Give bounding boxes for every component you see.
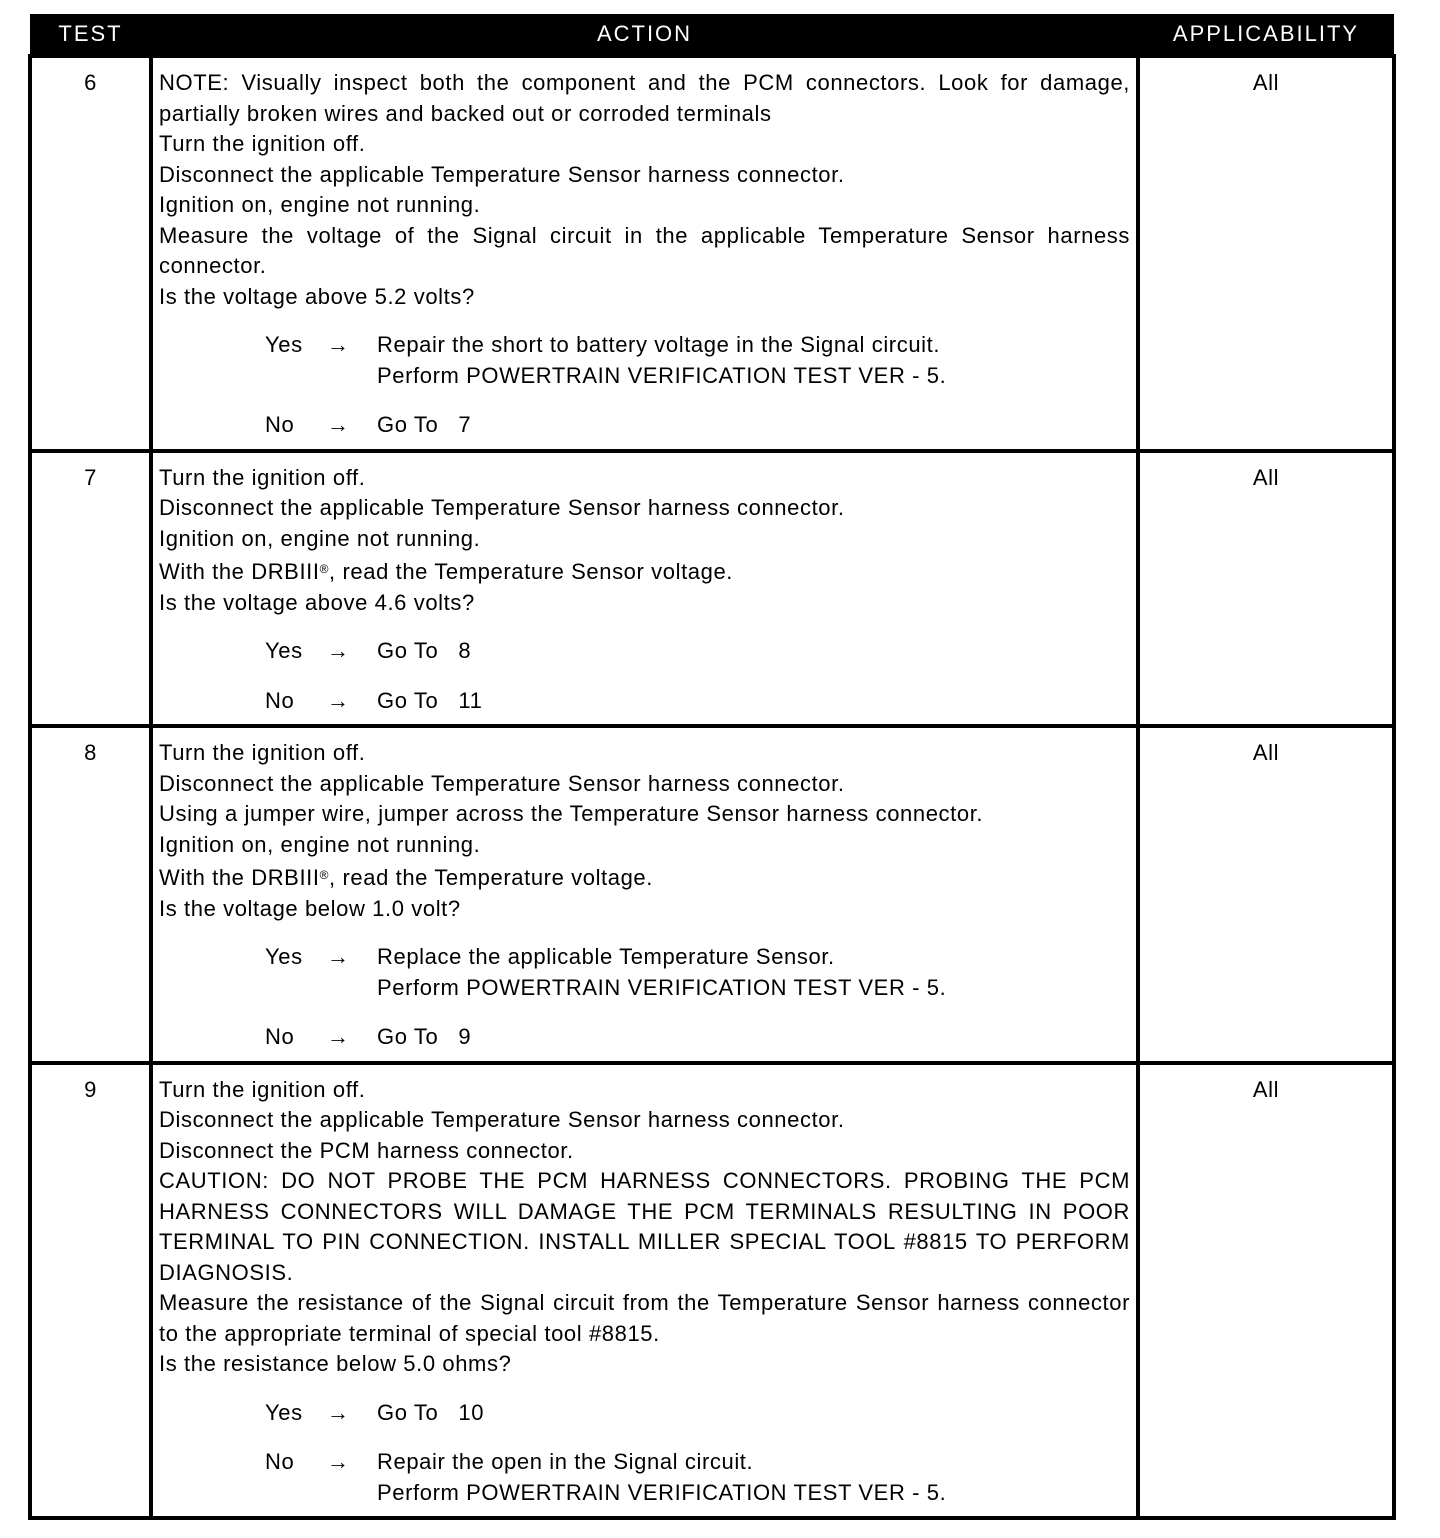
outcome-no — [265, 410, 1130, 441]
result-line: Repair the open in the Signal circuit. — [377, 1449, 754, 1474]
test-row-6 — [30, 56, 1394, 451]
yes-result — [377, 636, 1130, 667]
action-question: Is the voltage below 1.0 volt? — [159, 895, 461, 921]
test-action — [151, 451, 1138, 727]
outcome-yes — [265, 1398, 1130, 1429]
action-step: Turn the ignition off. — [159, 131, 366, 156]
right-arrow-icon: → — [327, 638, 350, 663]
right-arrow-icon: → — [327, 1024, 350, 1049]
result-line: Go To 7 — [377, 412, 472, 437]
action-step: Ignition on, engine not running. — [159, 525, 481, 551]
action-step: Ignition on, engine not running. — [159, 831, 481, 857]
drb-text: With the DRBIII — [159, 865, 320, 890]
yes-result — [377, 942, 1130, 1003]
header-test: TEST — [30, 14, 151, 56]
no-label: No — [265, 1449, 295, 1474]
no-label: No — [265, 1024, 295, 1049]
outcome-yes — [265, 636, 1130, 667]
outcome-no — [265, 1447, 1130, 1508]
drb-suffix: , read the Temperature Sensor voltage. — [329, 559, 734, 584]
yes-result — [377, 330, 1130, 391]
yes-label: Yes — [265, 332, 303, 357]
drb-text: With the DRBIII — [159, 559, 320, 584]
test-action — [151, 1063, 1138, 1519]
no-label: No — [265, 412, 295, 437]
action-step: Disconnect the applicable Temperature Sensor harness connector. — [159, 770, 845, 796]
result-line: Go To 11 — [377, 687, 483, 713]
outcomes — [265, 942, 1130, 1053]
test-number: 6 — [30, 56, 151, 451]
diagnostic-procedure-sheet — [28, 14, 1392, 1520]
no-result — [377, 1447, 1130, 1508]
right-arrow-icon: → — [327, 412, 350, 437]
action-step: Turn the ignition off. — [159, 1076, 366, 1102]
right-arrow-icon: → — [327, 944, 350, 969]
registered-mark: ® — [319, 868, 330, 882]
no-result — [377, 410, 1130, 441]
result-line: Replace the applicable Temperature Sensor. — [377, 944, 835, 969]
right-arrow-icon: → — [327, 687, 350, 713]
action-step: Disconnect the PCM harness connector. — [159, 1137, 574, 1163]
header-applicability: APPLICABILITY — [1138, 14, 1394, 56]
test-action — [151, 726, 1138, 1063]
test-row-8 — [30, 726, 1394, 1063]
action-step: Turn the ignition off. — [159, 740, 366, 765]
result-line: Go To 8 — [377, 638, 472, 663]
action-caution: CAUTION: DO NOT PROBE THE PCM HARNESS CONNECTORS. PROBING THE PCM HARNESS CONNECTORS WILL DAMAGE THE PCM TERMINALS RESULTING IN POOR TERMINAL TO PIN CONNECTION. INSTALL MILLER SPECIAL TOOL #8815 TO PERFORM DIAGNOSIS. — [159, 1168, 1130, 1285]
test-action — [151, 56, 1138, 451]
test-applicability: All — [1138, 1063, 1394, 1519]
yes-label: Yes — [265, 1399, 303, 1425]
action-question: Is the voltage above 5.2 volts? — [159, 283, 475, 309]
test-number: 7 — [30, 451, 151, 727]
table-header-row — [30, 14, 1394, 56]
action-step — [159, 860, 1130, 894]
diagnostic-test-table — [28, 14, 1396, 1520]
right-arrow-icon: → — [327, 1449, 350, 1474]
no-result — [377, 1022, 1130, 1053]
right-arrow-icon: → — [327, 332, 350, 357]
test-row-9 — [30, 1063, 1394, 1519]
outcomes — [265, 1398, 1130, 1509]
header-action: ACTION — [151, 14, 1138, 56]
action-step: Measure the voltage of the Signal circuit in the applicable Temperature Sensor harness connector. — [159, 222, 1130, 278]
action-step: Disconnect the applicable Temperature Sensor harness connector. — [159, 495, 845, 520]
outcome-yes — [265, 330, 1130, 391]
result-line: Perform POWERTRAIN VERIFICATION TEST VER - 5. — [377, 974, 947, 1000]
action-step: Measure the resistance of the Signal circuit from the Temperature Sensor harness connector to the appropriate terminal of special tool #8815. — [159, 1290, 1130, 1346]
action-question: Is the resistance below 5.0 ohms? — [159, 1351, 512, 1376]
yes-result — [377, 1398, 1130, 1429]
action-step: Disconnect the applicable Temperature Sensor harness connector. — [159, 161, 845, 187]
yes-label: Yes — [265, 638, 303, 663]
result-line: Repair the short to battery voltage in the Signal circuit. — [377, 332, 941, 357]
action-note: NOTE: Visually inspect both the component and the PCM connectors. Look for damage, partially broken wires and backed out or corroded terminals — [159, 70, 1130, 126]
action-step: Disconnect the applicable Temperature Sensor harness connector. — [159, 1107, 845, 1132]
outcomes — [265, 330, 1130, 441]
action-step: Using a jumper wire, jumper across the Temperature Sensor harness connector. — [159, 801, 984, 826]
result-line: Perform POWERTRAIN VERIFICATION TEST VER - 5. — [377, 362, 947, 388]
test-number: 9 — [30, 1063, 151, 1519]
no-label: No — [265, 687, 295, 713]
action-step: Turn the ignition off. — [159, 464, 366, 490]
action-question: Is the voltage above 4.6 volts? — [159, 589, 475, 615]
result-line: Go To 10 — [377, 1399, 485, 1425]
result-line: Perform POWERTRAIN VERIFICATION TEST VER - 5. — [377, 1479, 947, 1505]
outcome-yes — [265, 942, 1130, 1003]
right-arrow-icon: → — [327, 1399, 350, 1425]
outcome-no — [265, 686, 1130, 717]
action-step — [159, 554, 1130, 588]
test-number: 8 — [30, 726, 151, 1063]
no-result — [377, 686, 1130, 717]
result-line: Go To 9 — [377, 1024, 472, 1049]
test-row-7 — [30, 451, 1394, 727]
test-applicability: All — [1138, 451, 1394, 727]
yes-label: Yes — [265, 944, 303, 969]
registered-mark: ® — [319, 562, 330, 576]
test-applicability: All — [1138, 56, 1394, 451]
action-step: Ignition on, engine not running. — [159, 192, 481, 217]
outcomes — [265, 636, 1130, 716]
outcome-no — [265, 1022, 1130, 1053]
drb-suffix: , read the Temperature voltage. — [329, 865, 653, 890]
test-applicability: All — [1138, 726, 1394, 1063]
